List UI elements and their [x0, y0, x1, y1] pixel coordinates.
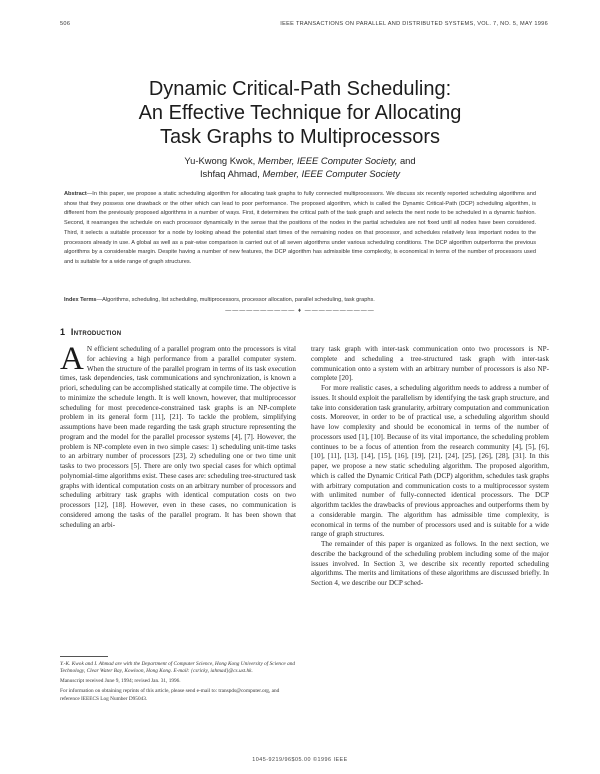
title-line-3: Task Graphs to Multiprocessors — [159, 126, 441, 148]
footnote-affiliation: Y.-K. Kwok and I. Ahmad are with the Department of Computer Science, Hong Kong University of Science and Technology, Clear Water Bay, Kowloon, Hong Kong. E-mail: {csricky, iahmad}@cs.ust.hk. — [60, 661, 296, 675]
drop-cap: A — [60, 345, 84, 377]
running-header — [60, 21, 548, 27]
author-affiliation: Member, IEEE Computer Society — [262, 168, 401, 179]
index-terms-label: Index Terms — [64, 297, 97, 303]
author-affiliation: Member, IEEE Computer Society, — [257, 155, 398, 166]
section-title: Introduction — [70, 327, 122, 337]
page-number: 506 — [60, 21, 71, 27]
footnote-manuscript: Manuscript received June 9, 1994; revised Jan. 31, 1996. — [60, 678, 181, 685]
intro-text: N efficient scheduling of a parallel program onto the processors is vital for achieving a high performance from a parallel computer system. When the structure of the parallel program in terms of its task execution times, task dependencies, task communications and synchronization, is known a priori, scheduling can be accomplished statically at compile time. The objective is to minimize the schedule length. It is well known, however, that multiprocessor scheduling for most precedence-constrained task graphs is an NP-complete problem in its general form [11], [21]. To tackle the problem, simplifying assumptions have been made regarding the task graph structure representing the program and the model for the parallel processor systems [4], [7]. However, the problem is NP-complete even in two simple cases: 1) scheduling unit-time tasks to an arbitrary number of processors [23], 2) scheduling one or two time unit tasks to two processors [5]. There are only two special cases for which optimal polynomial-time algorithms exist. These cases are: scheduling tree-structured task graphs with identical computation costs on an arbitrary number of processors and scheduling arbitrary task graphs with identical computation costs on two processors [12], [18]. However, even in these cases, no communication is considered among the tasks of the parallel program. It has been shown that scheduling an arbi- — [60, 345, 296, 529]
abstract — [64, 190, 536, 268]
footnote — [60, 661, 296, 706]
copyright-footer: 1045-9219/96$05.00 ©1996 IEEE — [252, 757, 348, 763]
abstract-text: —In this paper, we propose a static scheduling algorithm for allocating task graphs to fully connected multiprocessors. We discuss six recently reported scheduling algorithms and show that they possess one drawback or the other which can lead to poor performance. The proposed algorithm, which is called the Dynamic Critical-Path (DCP) scheduling algorithm, is different from the previously proposed algorithms in a number of ways. First, it determines the critical path of the task graph and selects the next node to be scheduled in a dynamic fashion. Second, it rearranges the schedule on each processor dynamically in the sense that the positions of the nodes in the partial schedules are not fixed until all nodes have been considered. Third, it selects a suitable processor for a node by looking ahead the potential start times of the remaining nodes on that processor, and schedules relatively less important nodes to the processors already in use. A global as well as a pair-wise comparison is carried out of all seven algorithms under various scheduling conditions. The DCP algorithm outperforms the previous algorithms by a considerable margin. Despite having a number of new features, the DCP algorithm has admissible time complexity, is economical in terms of the number of processors used and is suitable for a wide range of graph structures. — [64, 191, 536, 265]
author-name: Yu-Kwong Kwok, — [184, 155, 256, 166]
intro-paragraph-3: The remainder of this paper is organized as follows. In the next section, we describe the background of the scheduling problem including some of the major issues involved. In Section 3, we describe six recently reported scheduling algorithms. The merits and limitations of these algorithms are discussed briefly. In Section 4, we describe our DCP sched- — [311, 540, 549, 587]
index-terms — [64, 296, 536, 305]
section-separator: —————————— ♦ —————————— — [225, 308, 375, 314]
author-1 — [0, 154, 600, 167]
right-column — [311, 345, 549, 749]
author-joiner: and — [397, 155, 416, 166]
intro-paragraph-2: For more realistic cases, a scheduling algorithm needs to address a number of issues. It should exploit the parallelism by identifying the task graph structure, and take into consideration task granularity, arbitrary computation and communication costs. Moreover, in order to be of practical use, a scheduling algorithm should have low complexity and should be economical in terms of the number of processors used [1], [10]. Because of its vital importance, the scheduling problem continues to be a focus of attention from the research community [4], [5], [6], [10], [11], [13], [14], [15], [16], [19], [21], [24], [25], [26], [28], [31]. In this paper, we propose a new static scheduling algorithm. The proposed algorithm, which is called the Dynamic Critical Path (DCP) algorithm, schedules task graphs with arbitrary computation and communication costs to a multiprocessor system with unlimited number of fully-connected identical processors. The DCP algorithm tackles the drawbacks of previous approaches and outperforms them by a considerable margin. The algorithm has admissible time complexity, is economical in terms of the number of processors used and is suitable for a wide range of graph structures. — [311, 384, 549, 539]
paper-title — [40, 77, 560, 149]
intro-paragraph-continued: trary task graph with inter-task communication onto two processors is NP-complete and scheduling a tree-structured task graph with inter-task communication onto a system with an arbitrary number of processors is also NP-complete [20]. — [311, 345, 549, 383]
journal-name: IEEE TRANSACTIONS ON PARALLEL AND DISTRIBUTED SYSTEMS, VOL. 7, NO. 5, MAY 1996 — [280, 21, 548, 27]
index-terms-text: —Algorithms, scheduling, list scheduling, multiprocessors, processor allocation, parallel scheduling, task graphs. — [96, 297, 375, 303]
abstract-label: Abstract — [64, 191, 87, 197]
author-name: Ishfaq Ahmad, — [199, 168, 260, 179]
title-line-2: An Effective Technique for Allocating — [138, 102, 462, 124]
left-column — [60, 345, 296, 649]
author-list — [0, 154, 600, 180]
title-line-1: Dynamic Critical-Path Scheduling: — [148, 78, 452, 100]
section-heading — [60, 327, 121, 337]
section-number: 1 — [60, 327, 66, 337]
author-2 — [0, 167, 600, 180]
footnote-rule — [60, 656, 108, 657]
intro-paragraph-1 — [60, 345, 296, 530]
footnote-reprints: For information on obtaining reprints of this article, please send e-mail to: transpds@computer.org, and reference IEEECS Log Number D95043. — [60, 688, 280, 702]
